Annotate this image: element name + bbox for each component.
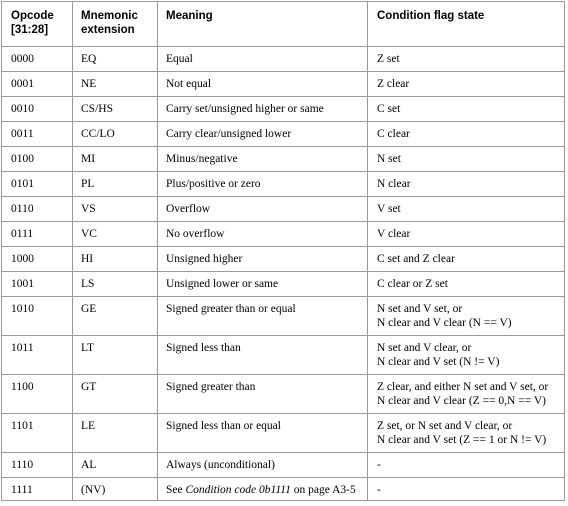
table-row	[2, 47, 565, 72]
flags-value: N set	[377, 153, 401, 165]
meaning-value: Carry clear/unsigned lower	[166, 128, 292, 140]
meaning-value: Always (unconditional)	[166, 459, 275, 471]
flags-cell	[368, 197, 565, 222]
meaning-value: Unsigned higher	[166, 253, 243, 265]
flags-cell	[368, 97, 565, 122]
mnemonic-value: PL	[81, 178, 95, 190]
mnemonic-value: EQ	[81, 53, 97, 65]
cross-reference: Condition code 0b1111	[185, 484, 291, 496]
flags-cell	[368, 47, 565, 72]
meaning-cell	[158, 72, 368, 97]
flags-value: V set	[377, 203, 401, 215]
meaning-cell	[158, 147, 368, 172]
opcode-value: 0110	[11, 203, 34, 215]
header-row	[2, 2, 565, 47]
opcode-value: 1111	[11, 484, 33, 496]
header-flags-label: Condition flag state	[377, 10, 485, 22]
mnemonic-value: NE	[81, 78, 97, 90]
opcode-value: 0101	[11, 178, 34, 190]
mnemonic-value: LS	[81, 278, 95, 290]
mnemonic-cell	[73, 297, 158, 336]
opcode-cell	[2, 97, 73, 122]
meaning-value: Signed less than or equal	[166, 420, 281, 432]
table-row	[2, 297, 565, 336]
flags-value: C clear or Z set	[377, 278, 448, 290]
opcode-cell	[2, 47, 73, 72]
table-row	[2, 197, 565, 222]
flags-value: C clear	[377, 128, 410, 140]
flags-cell	[368, 297, 565, 336]
flags-value: Z set	[377, 53, 400, 65]
mnemonic-value: GE	[81, 303, 97, 315]
table-row	[2, 97, 565, 122]
meaning-cell	[158, 47, 368, 72]
flags-value: N clear and V clear (Z == 0,N == V)	[377, 395, 547, 407]
table-row	[2, 375, 565, 414]
mnemonic-cell	[73, 272, 158, 297]
meaning-value: Signed greater than or equal	[166, 303, 296, 315]
flags-value: N clear and V set (Z == 1 or N != V)	[377, 434, 547, 446]
opcode-cell	[2, 336, 73, 375]
flags-value: Z set, or N set and V clear, or	[377, 420, 513, 432]
mnemonic-value: LE	[81, 420, 96, 432]
meaning-cell	[158, 247, 368, 272]
flags-cell	[368, 272, 565, 297]
meaning-cell	[158, 336, 368, 375]
table-row	[2, 247, 565, 272]
header-opcode	[2, 2, 73, 47]
meaning-text: See	[166, 484, 186, 496]
mnemonic-value: CC/LO	[81, 128, 115, 140]
opcode-value: 1011	[11, 342, 34, 354]
mnemonic-cell	[73, 197, 158, 222]
meaning-cell	[158, 122, 368, 147]
opcode-cell	[2, 172, 73, 197]
meaning-value: Unsigned lower or same	[166, 278, 279, 290]
opcode-value: 0011	[11, 128, 34, 140]
meaning-cell	[158, 375, 368, 414]
flags-cell	[368, 147, 565, 172]
opcode-cell	[2, 72, 73, 97]
opcode-cell	[2, 478, 73, 501]
flags-value: N set and V clear, or	[377, 342, 472, 354]
opcode-cell	[2, 197, 73, 222]
table-row	[2, 453, 565, 478]
mnemonic-cell	[73, 414, 158, 453]
table-row	[2, 336, 565, 375]
mnemonic-cell	[73, 72, 158, 97]
meaning-value: Minus/negative	[166, 153, 238, 165]
flags-cell	[368, 478, 565, 501]
flags-value: N clear	[377, 178, 411, 190]
opcode-value: 1101	[11, 420, 34, 432]
opcode-cell	[2, 272, 73, 297]
opcode-value: 1110	[11, 459, 34, 471]
header-meaning	[158, 2, 368, 47]
opcode-cell	[2, 147, 73, 172]
header-meaning-label: Meaning	[166, 10, 213, 22]
meaning-value: Equal	[166, 53, 193, 65]
opcode-cell	[2, 375, 73, 414]
flags-value: Z clear	[377, 78, 410, 90]
flags-cell	[368, 222, 565, 247]
opcode-value: 1000	[11, 253, 34, 265]
meaning-cell	[158, 414, 368, 453]
opcode-value: 1010	[11, 303, 34, 315]
mnemonic-value: HI	[81, 253, 94, 265]
meaning-value: Plus/positive or zero	[166, 178, 261, 190]
table-row	[2, 478, 565, 501]
mnemonic-cell	[73, 147, 158, 172]
table-row	[2, 414, 565, 453]
meaning-value: Carry set/unsigned higher or same	[166, 103, 324, 115]
mnemonic-cell	[73, 336, 158, 375]
flags-value: -	[377, 459, 381, 471]
header-flags	[368, 2, 565, 47]
table-row	[2, 172, 565, 197]
opcode-value: 1001	[11, 278, 34, 290]
mnemonic-cell	[73, 172, 158, 197]
meaning-cell	[158, 272, 368, 297]
flags-cell	[368, 247, 565, 272]
flags-cell	[368, 172, 565, 197]
mnemonic-cell	[73, 222, 158, 247]
meaning-value: Signed less than	[166, 342, 241, 354]
meaning-value: Signed greater than	[166, 381, 256, 393]
table-row	[2, 147, 565, 172]
mnemonic-value: VC	[81, 228, 97, 240]
flags-value: C set	[377, 103, 401, 115]
flags-value: N clear and V set (N != V)	[377, 356, 500, 368]
flags-cell	[368, 336, 565, 375]
mnemonic-cell	[73, 47, 158, 72]
opcode-cell	[2, 247, 73, 272]
header-mnemonic-line1: Mnemonic	[81, 10, 138, 22]
table-row	[2, 222, 565, 247]
opcode-value: 0010	[11, 103, 34, 115]
flags-value: N set and V set, or	[377, 303, 463, 315]
meaning-cell	[158, 97, 368, 122]
mnemonic-cell	[73, 453, 158, 478]
meaning-value: No overflow	[166, 228, 225, 240]
header-mnemonic	[73, 2, 158, 47]
meaning-cell	[158, 453, 368, 478]
mnemonic-value: MI	[81, 153, 96, 165]
opcode-value: 0100	[11, 153, 34, 165]
header-mnemonic-line2: extension	[81, 24, 135, 36]
meaning-value: Not equal	[166, 78, 212, 90]
mnemonic-cell	[73, 122, 158, 147]
meaning-value: Overflow	[166, 203, 211, 215]
opcode-value: 1100	[11, 381, 34, 393]
header-opcode-line2: [31:28]	[11, 24, 49, 36]
table-row	[2, 72, 565, 97]
opcode-cell	[2, 297, 73, 336]
flags-cell	[368, 453, 565, 478]
mnemonic-cell	[73, 478, 158, 501]
flags-cell	[368, 375, 565, 414]
mnemonic-value: (NV)	[81, 484, 106, 496]
table-row	[2, 272, 565, 297]
opcode-value: 0001	[11, 78, 34, 90]
mnemonic-value: CS/HS	[81, 103, 113, 115]
opcode-cell	[2, 414, 73, 453]
flags-value: C set and Z clear	[377, 253, 455, 265]
flags-cell	[368, 414, 565, 453]
meaning-text: on page A3-5	[290, 484, 356, 496]
opcode-cell	[2, 122, 73, 147]
table-row	[2, 122, 565, 147]
mnemonic-cell	[73, 247, 158, 272]
condition-code-table	[1, 1, 565, 501]
header-opcode-line1: Opcode	[11, 10, 54, 22]
flags-value: -	[377, 484, 381, 496]
mnemonic-value: LT	[81, 342, 94, 354]
meaning-cell	[158, 222, 368, 247]
opcode-value: 0000	[11, 53, 34, 65]
meaning-cell	[158, 172, 368, 197]
meaning-cell	[158, 197, 368, 222]
mnemonic-value: AL	[81, 459, 97, 471]
flags-value: V clear	[377, 228, 411, 240]
mnemonic-cell	[73, 375, 158, 414]
table-body	[2, 47, 565, 501]
mnemonic-value: GT	[81, 381, 97, 393]
mnemonic-cell	[73, 97, 158, 122]
opcode-cell	[2, 222, 73, 247]
flags-value: Z clear, and either N set and V set, or	[377, 381, 549, 393]
flags-cell	[368, 122, 565, 147]
flags-cell	[368, 72, 565, 97]
opcode-cell	[2, 453, 73, 478]
meaning-cell	[158, 478, 368, 501]
flags-value: N clear and V clear (N == V)	[377, 317, 512, 329]
opcode-value: 0111	[11, 228, 34, 240]
mnemonic-value: VS	[81, 203, 96, 215]
meaning-cell	[158, 297, 368, 336]
